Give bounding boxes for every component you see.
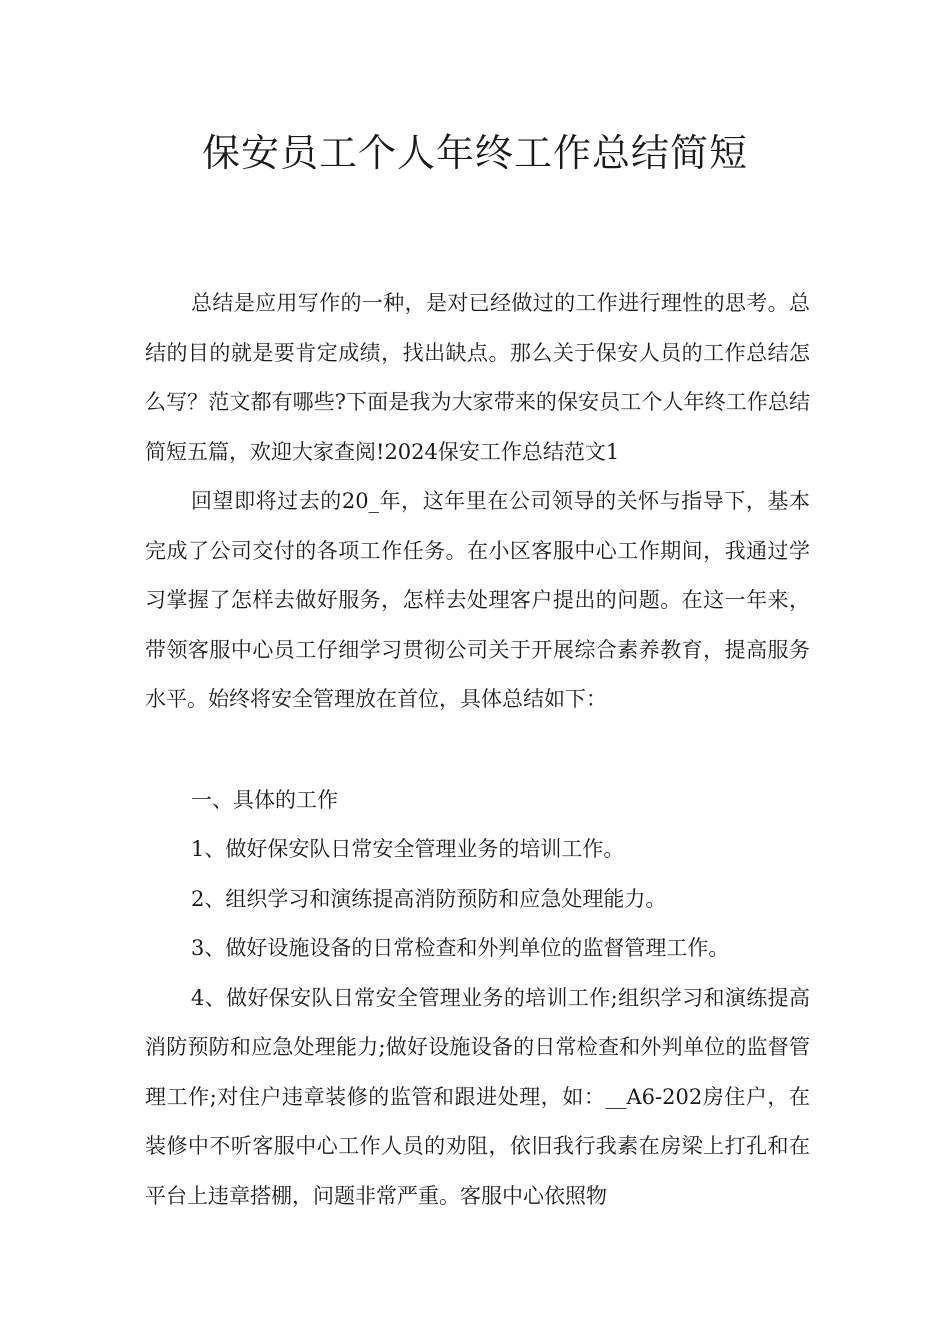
section-heading: 一、具体的工作 xyxy=(191,787,338,812)
document-title: 保安员工个人年终工作总结简短 xyxy=(201,131,748,175)
work-item-1: 1、做好保安队日常安全管理业务的培训工作。 xyxy=(191,837,625,861)
review-paragraph: 回望即将过去的20_年，这年里在公司领导的关怀与指导下，基本完成了公司交付的各项工作任务。在小区客服中心工作期间，我通过学习掌握了怎样去做好服务，怎样去处理客户提出的问题。在这一年来，带领客服中心员工仔细学习贯彻公司关于开展综合素养教育，提高服务水平。始终将安全管理放在首位，具体总结如下： xyxy=(145,489,810,711)
work-item-4: 4、做好保安队日常安全管理业务的培训工作;组织学习和演练提高消防预防和应急处理能力;做好设施设备的日常检查和外判单位的监督管理工作;对住户违章装修的监管和跟进处理，如：__A6-202房住户，在装修中不听客服中心工作人员的劝阻，依旧我行我素在房梁上打孔和在平台上违章搭棚，问题非常严重。客服中心依照物 xyxy=(145,985,810,1208)
work-item-2: 2、组织学习和演练提高消防预防和应急处理能力。 xyxy=(191,886,667,911)
intro-paragraph: 总结是应用写作的一种，是对已经做过的工作进行理性的思考。总结的目的就是要肯定成绩，找出缺点。那么关于保安人员的工作总结怎么写？范文都有哪些?下面是我为大家带来的保安员工个人年终工作总结简短五篇，欢迎大家查阅!2024保安工作总结范文1 xyxy=(145,291,810,464)
paragraph-spacer xyxy=(145,725,810,776)
document-body xyxy=(145,279,810,1221)
work-item-3: 3、做好设施设备的日常检查和外判单位的监督管理工作。 xyxy=(191,936,730,960)
